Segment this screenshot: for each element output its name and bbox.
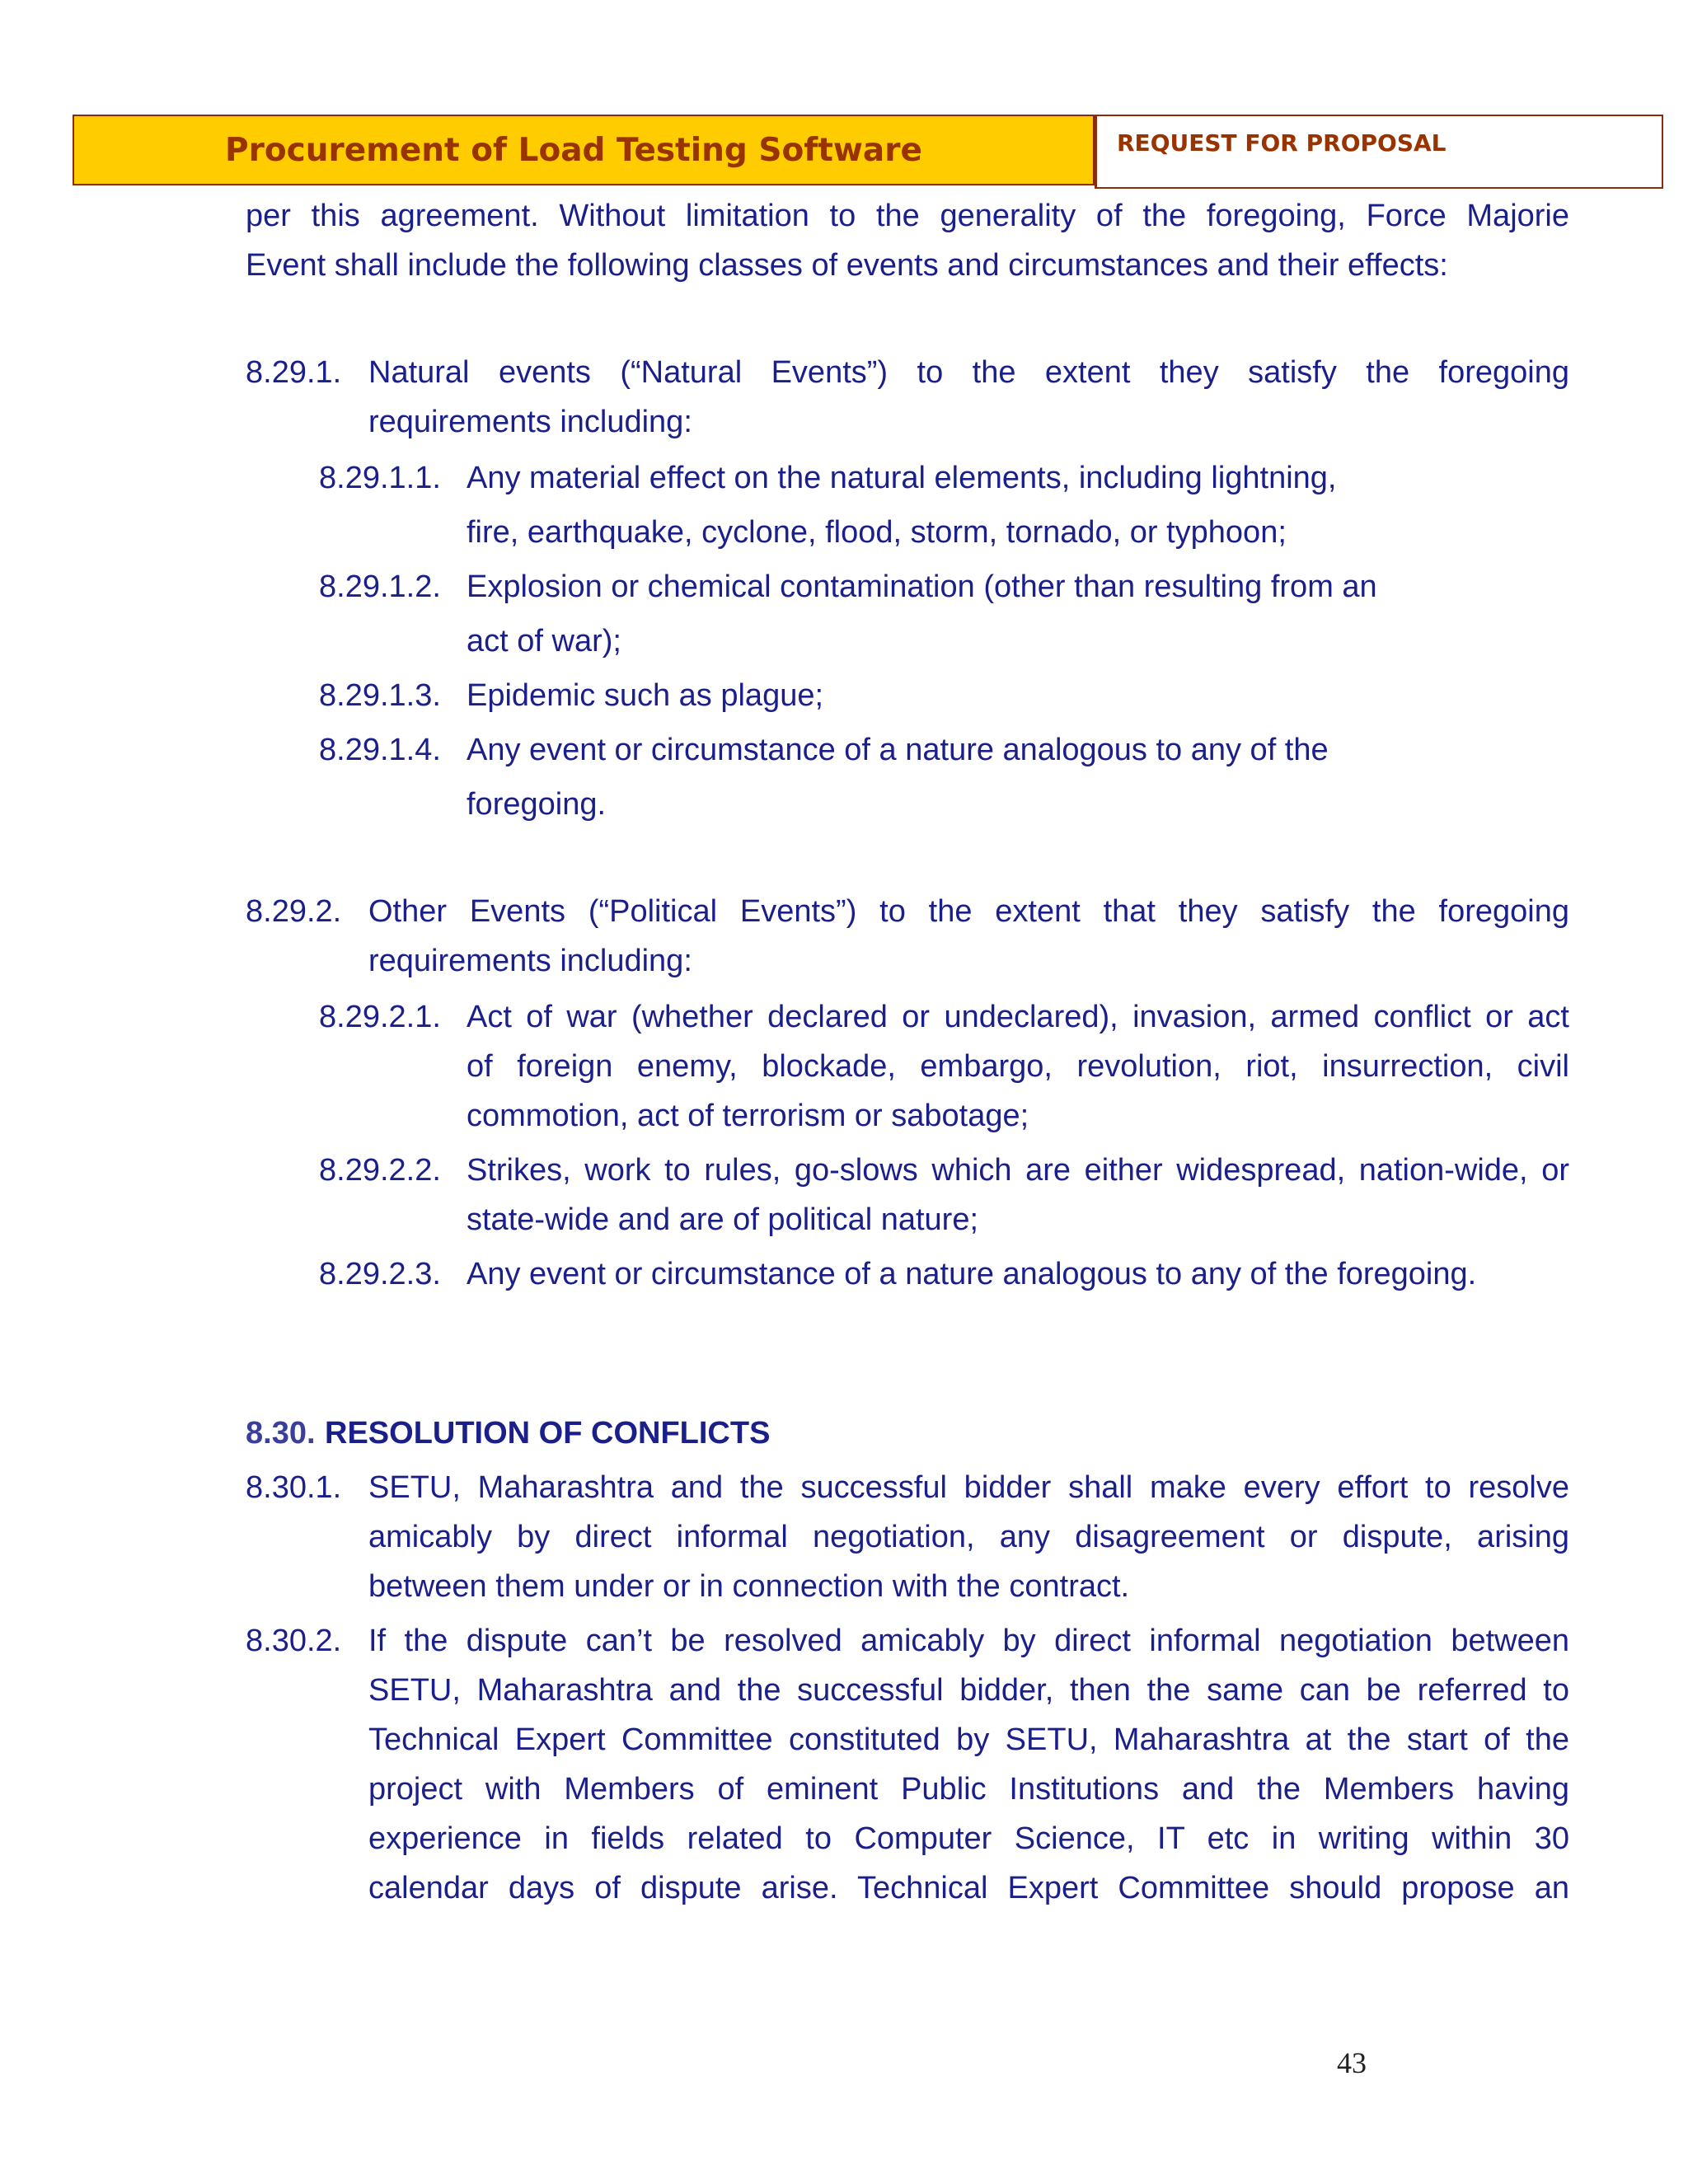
section-title: RESOLUTION OF CONFLICTS <box>325 1416 771 1451</box>
intro-line-2: Event shall include the following classes of events and circumstances and their effects: <box>246 248 1448 283</box>
clause-number: 8.29.1. <box>246 355 342 390</box>
header-doc-type-cell <box>1095 115 1663 189</box>
subclause-text: Any event or circumstance of a nature analogous to any of the <box>467 733 1329 767</box>
subclause-text: Epidemic such as plague; <box>467 678 824 713</box>
header-title-cell <box>73 115 1095 185</box>
document-header <box>73 115 1663 189</box>
clause-text: Natural events (“Natural Events”) to the extent they satisfy the foregoing <box>368 355 1569 390</box>
subclause-text: Explosion or chemical contamination (other than resulting from an <box>467 569 1377 604</box>
clause-text: between them under or in connection with the contract. <box>368 1569 1130 1604</box>
clause-number: 8.30.2. <box>246 1624 342 1658</box>
clause-text: Technical Expert Committee constituted by SETU, Maharashtra at the start of the <box>368 1722 1569 1757</box>
clause-text: Other Events (“Political Events”) to the extent that they satisfy the foregoing <box>368 894 1569 929</box>
clause-text: If the dispute can’t be resolved amicably by direct informal negotiation between <box>368 1624 1569 1658</box>
clause-text: amicably by direct informal negotiation, any disagreement or dispute, arising <box>368 1520 1569 1554</box>
clause-text: SETU, Maharashtra and the successful bidder, then the same can be referred to <box>368 1673 1569 1708</box>
subclause-number: 8.29.1.2. <box>319 569 441 604</box>
clause-text: requirements including: <box>368 405 692 439</box>
subclause-text: act of war); <box>467 624 621 658</box>
clause-text: project with Members of eminent Public Institutions and the Members having <box>368 1772 1569 1807</box>
clause-number: 8.30.1. <box>246 1470 342 1505</box>
subclause-number: 8.29.2.3. <box>319 1257 441 1291</box>
subclause-number: 8.29.1.1. <box>319 461 441 495</box>
subclause-number: 8.29.1.4. <box>319 733 441 767</box>
clause-number: 8.29.2. <box>246 894 342 929</box>
subclause-text: Any event or circumstance of a nature analogous to any of the foregoing. <box>467 1257 1477 1291</box>
page-number: 43 <box>1337 2046 1367 2079</box>
subclause-number: 8.29.1.3. <box>319 678 441 713</box>
section-number: 8.30. <box>246 1416 316 1451</box>
clause-text: requirements including: <box>368 944 692 978</box>
subclause-text: Act of war (whether declared or undeclared), invasion, armed conflict or act <box>467 1000 1569 1034</box>
subclause-number: 8.29.2.2. <box>319 1153 441 1188</box>
header-doc-type: REQUEST FOR PROPOSAL <box>1117 129 1447 157</box>
subclause-text: state-wide and are of political nature; <box>467 1202 979 1237</box>
subclause-text: fire, earthquake, cyclone, flood, storm, tornado, or typhoon; <box>467 515 1287 550</box>
clause-text: SETU, Maharashtra and the successful bidder shall make every effort to resolve <box>368 1470 1569 1505</box>
subclause-text: of foreign enemy, blockade, embargo, revolution, riot, insurrection, civil <box>467 1049 1569 1084</box>
clause-text: calendar days of dispute arise. Technical Expert Committee should propose an <box>368 1871 1569 1905</box>
subclause-text: commotion, act of terrorism or sabotage; <box>467 1099 1029 1133</box>
clause-text: experience in fields related to Computer Science, IT etc in writing within 30 <box>368 1821 1569 1856</box>
subclause-text: Any material effect on the natural elements, including lightning, <box>467 461 1337 495</box>
subclause-text: Strikes, work to rules, go-slows which are either widespread, nation-wide, or <box>467 1153 1569 1188</box>
subclause-number: 8.29.2.1. <box>319 1000 441 1034</box>
intro-line-1: per this agreement. Without limitation to the generality of the foregoing, Force Majorie <box>246 199 1569 233</box>
subclause-text: foregoing. <box>467 787 607 822</box>
header-title: Procurement of Load Testing Software <box>225 131 922 169</box>
